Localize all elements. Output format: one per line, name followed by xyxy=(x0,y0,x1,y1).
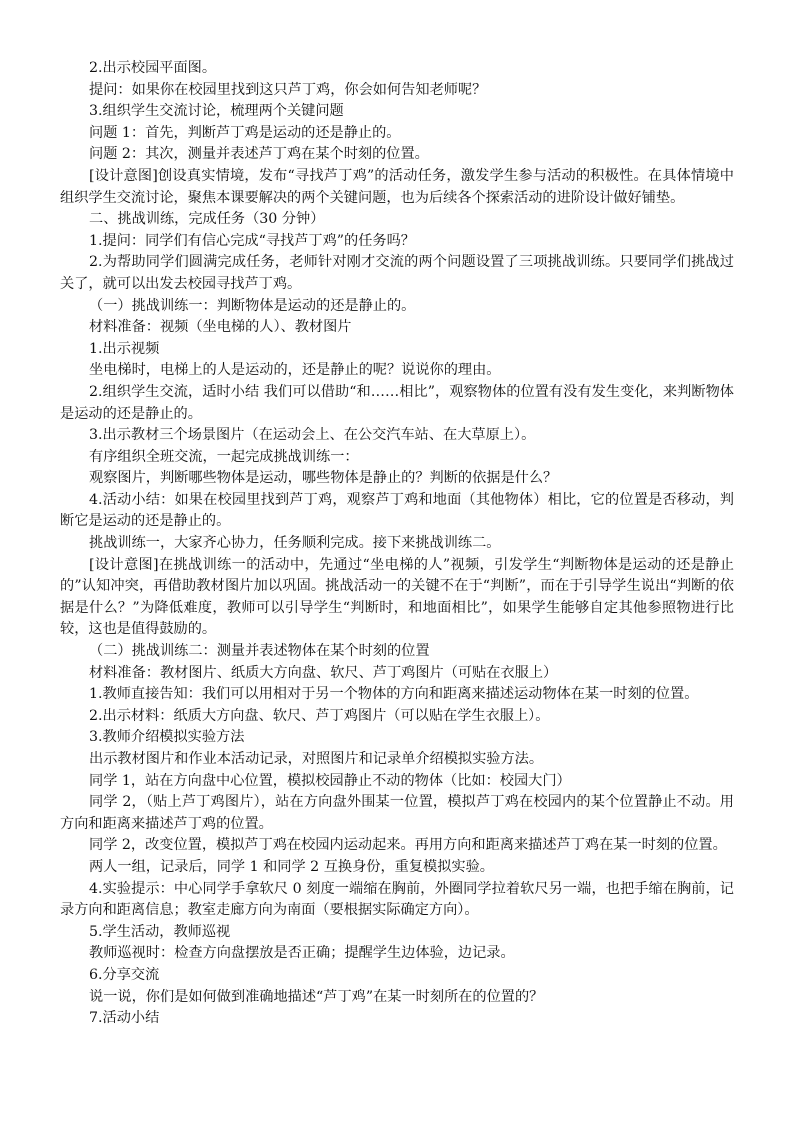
subsection-heading: （一）挑战训练一：判断物体是运动的还是静止的。 xyxy=(89,297,416,314)
paragraph: 1.提问：同学们有信心完成“寻找芦丁鸡”的任务吗？ xyxy=(89,232,415,249)
paragraph: 3.教师介绍模拟实验方法 xyxy=(89,729,245,746)
paragraph: 两人一组，记录后，同学 1 和同学 2 互换身份，重复模拟实验。 xyxy=(89,858,494,875)
design-intent-paragraph: [设计意图]在挑战训练一的活动中，先通过“坐电梯的人”视频，引发学生“判断物体是运动的还是静止的”认知冲突，再借助教材图片加以巩固。挑战活动一的关键不在于“判断”，而在于引导学生说出“判断的依据是什么？”为降低难度，教师可以引导学生“判断时，和地面相比”，如果学生能够自定其他参照物进行比较，这也是值得鼓励的。 xyxy=(60,556,734,638)
paragraph: 2.出示校园平面图。 xyxy=(89,60,217,76)
paragraph: 说一说，你们是如何做到准确地描述“芦丁鸡”在某一时刻所在的位置的？ xyxy=(89,988,544,1005)
paragraph: 挑战训练一，大家齐心协力，任务顺利完成。接下来挑战训练二。 xyxy=(89,535,501,552)
paragraph: 4.活动小结：如果在校园里找到芦丁鸡，观察芦丁鸡和地面（其他物体）相比，它的位置是否移动，判断它是运动的还是静止的。 xyxy=(60,491,734,530)
document-page xyxy=(60,58,734,1030)
paragraph: 1.出示视频 xyxy=(89,340,160,357)
paragraph: 2.为帮助同学们圆满完成任务，老师针对刚才交流的两个问题设置了三项挑战训练。只要同学们挑战过关了，就可以出发去校园寻找芦丁鸡。 xyxy=(60,254,734,292)
paragraph: 3.组织学生交流讨论，梳理两个关键问题 xyxy=(89,103,344,120)
paragraph: 提问：如果你在校园里找到这只芦丁鸡，你会如何告知老师呢？ xyxy=(89,81,487,98)
paragraph: 2.出示材料：纸质大方向盘、软尺、芦丁鸡图片（可以贴在学生衣服上）。 xyxy=(89,707,550,724)
paragraph: 观察图片，判断哪些物体是运动，哪些物体是静止的？判断的依据是什么？ xyxy=(89,470,558,487)
paragraph: 同学 2，（贴上芦丁鸡图片），站在方向盘外围某一位置，模拟芦丁鸡在校园内的某个位置静止不动。用方向和距离来描述芦丁鸡的位置。 xyxy=(60,794,734,832)
paragraph: 7.活动小结 xyxy=(89,1010,160,1027)
paragraph: 材料准备：视频（坐电梯的人）、教材图片 xyxy=(89,319,352,336)
design-intent-paragraph: [设计意图]创设真实情境，发布“寻找芦丁鸡”的活动任务，激发学生参与活动的积极性。在具体情境中组织学生交流讨论，聚焦本课要解决的两个关键问题，也为后续各个探索活动的进阶设计做好铺垫。 xyxy=(60,167,734,206)
section-heading: 二、挑战训练，完成任务（30 分钟） xyxy=(89,211,325,228)
paragraph: 材料准备：教材图片、纸质大方向盘、软尺、芦丁鸡图片（可贴在衣服上） xyxy=(89,664,558,681)
paragraph: 4.实验提示：中心同学手拿软尺 0 刻度一端缩在胸前，外圈同学拉着软尺另一端，也把手缩在胸前，记录方向和距离信息；教室走廊方向为南面（要根据实际确定方向）。 xyxy=(60,880,734,919)
paragraph: 问题 1：首先，判断芦丁鸡是运动的还是静止的。 xyxy=(89,124,401,141)
paragraph: 3.出示教材三个场景图片（在运动会上、在公交汽车站、在大草原上）。 xyxy=(89,427,536,444)
subsection-heading: （二）挑战训练二：测量并表述物体在某个时刻的位置 xyxy=(89,643,430,660)
paragraph: 6.分享交流 xyxy=(89,966,160,983)
paragraph: 出示教材图片和作业本活动记录，对照图片和记录单介绍模拟实验方法。 xyxy=(89,751,544,767)
paragraph: 问题 2：其次，测量并表述芦丁鸡在某个时刻的位置。 xyxy=(89,146,429,163)
paragraph: 同学 1，站在方向盘中心位置，模拟校园静止不动的物体（比如：校园大门） xyxy=(89,772,571,789)
paragraph: 有序组织全班交流，一起完成挑战训练一： xyxy=(89,448,359,465)
paragraph: 1.教师直接告知：我们可以用相对于另一个物体的方向和距离来描述运动物体在某一时刻的位置。 xyxy=(89,686,699,703)
paragraph: 坐电梯时，电梯上的人是运动的，还是静止的呢？说说你的理由。 xyxy=(89,362,501,379)
paragraph: 5.学生活动，教师巡视 xyxy=(89,923,231,940)
paragraph: 2.组织学生交流，适时小结 我们可以借助“和……相比”，观察物体的位置有没有发生变化，来判断物体是运动的还是静止的。 xyxy=(60,383,734,422)
paragraph: 教师巡视时：检查方向盘摆放是否正确；提醒学生边体验，边记录。 xyxy=(89,945,515,962)
paragraph: 同学 2，改变位置，模拟芦丁鸡在校园内运动起来。再用方向和距离来描述芦丁鸡在某一时刻的位置。 xyxy=(89,837,727,854)
